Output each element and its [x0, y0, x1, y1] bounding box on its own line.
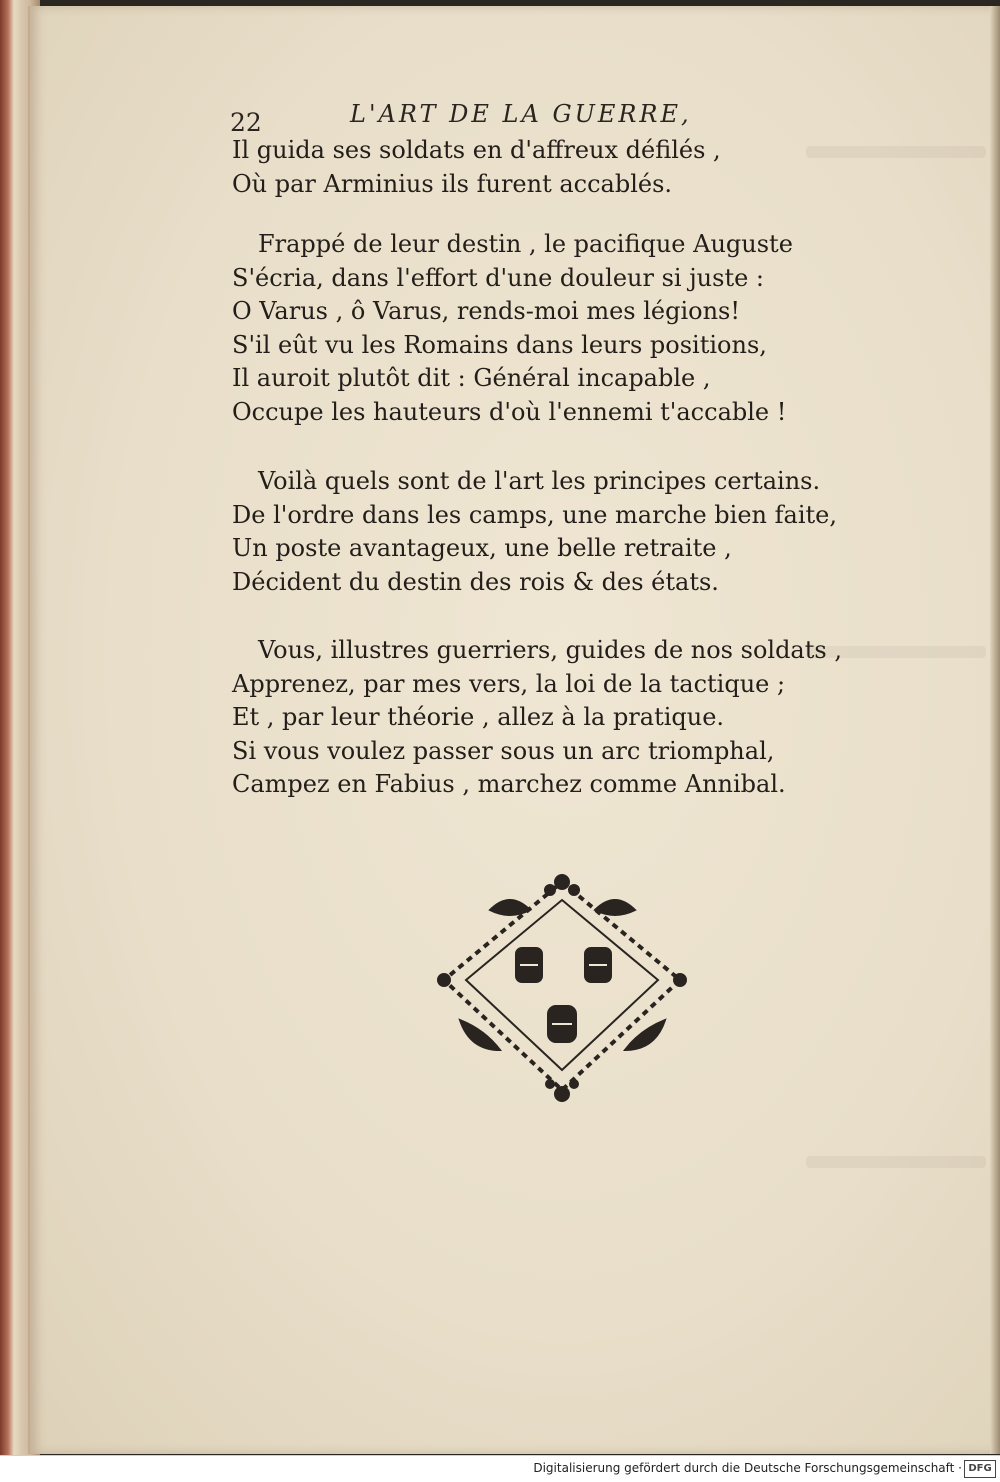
page-gutter-shadow [990, 6, 1000, 1454]
verse-line: Décident du destin des rois & des états. [232, 567, 719, 596]
verse-line: Et , par leur théorie , allez à la pratique. [232, 703, 725, 731]
verse-line: Vous, illustres guerriers, guides de nos soldats , [258, 636, 842, 664]
stanza [232, 134, 832, 201]
verse-line: Où par Arminius ils furent accablés. [232, 169, 673, 198]
page-header [230, 100, 820, 137]
verse-line: Campez en Fabius , marchez comme Annibal. [232, 770, 786, 798]
verse-line: S'il eût vu les Romains dans leurs positions, [232, 330, 767, 359]
stanza [232, 465, 837, 599]
fleuron-tailpiece-icon [420, 870, 705, 1115]
verse-line: Voilà quels sont de l'art les principes certains. [258, 467, 821, 495]
stanza [232, 228, 832, 429]
verse-line: Frappé de leur destin , le pacifique Auguste [258, 230, 793, 258]
verse-line: Il auroit plutôt dit : Général incapable , [232, 364, 711, 392]
verse-line: Si vous voulez passer sous un arc triomphal, [232, 736, 775, 765]
verse-line: Apprenez, par mes vers, la loi de la tactique ; [232, 669, 786, 698]
show-through-text [806, 146, 986, 158]
verse-line: Un poste avantageux, une belle retraite , [232, 534, 732, 562]
footer-credit: Digitalisierung gefördert durch die Deutsche Forschungsgemeinschaft · [533, 1461, 962, 1475]
verse-line: Il guida ses soldats en d'affreux défilés , [232, 136, 721, 164]
stanza [232, 634, 842, 802]
verse-line: O Varus , ô Varus, rends-moi mes légions! [232, 297, 741, 325]
verse-line: Occupe les hauteurs d'où l'ennemi t'accable ! [232, 397, 787, 426]
running-title: L'ART DE LA GUERRE, [350, 100, 692, 128]
verse-line: De l'ordre dans les camps, une marche bien faite, [232, 500, 837, 529]
show-through-text [806, 1156, 986, 1168]
digitization-footer [0, 1455, 1000, 1482]
dfg-logo: DFG [964, 1460, 996, 1478]
page-number: 22 [230, 108, 262, 137]
verse-line: S'écria, dans l'effort d'une douleur si juste : [232, 263, 765, 292]
